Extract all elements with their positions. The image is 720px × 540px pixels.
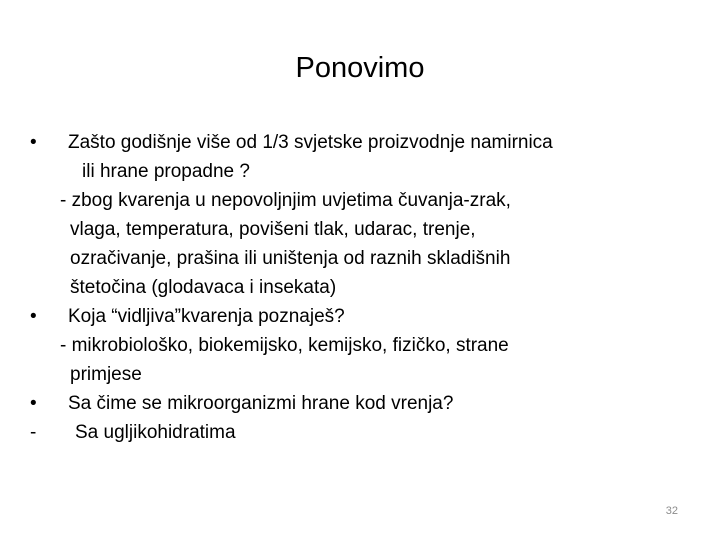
answer-1-line-4 xyxy=(30,273,690,302)
answer-1-text: - zbog kvarenja u nepovoljnjim uvjetima čuvanja-zrak, xyxy=(60,190,511,211)
question-2-text: Koja “vidljiva”kvarenja poznaješ? xyxy=(68,306,345,327)
dash-marker: - xyxy=(30,422,37,443)
answer-2-text-cont: primjese xyxy=(70,364,142,385)
answer-1-text-cont: ozračivanje, prašina ili uništenja od raznih skladišnih xyxy=(70,248,511,269)
answer-3-line-1 xyxy=(30,418,690,447)
answer-1-text-cont: štetočina (glodavaca i insekata) xyxy=(70,277,337,298)
question-1-text-cont: ili hrane propadne ? xyxy=(82,161,250,182)
answer-3-text: Sa ugljikohidratima xyxy=(75,422,236,443)
question-1-line-2 xyxy=(30,157,690,186)
question-1-line-1 xyxy=(30,128,690,157)
question-3-text: Sa čime se mikroorganizmi hrane kod vrenja? xyxy=(68,393,454,414)
slide-number: 32 xyxy=(665,505,678,517)
answer-2-text: - mikrobiološko, biokemijsko, kemijsko, fizičko, strane xyxy=(60,335,509,356)
answer-2-line-2 xyxy=(30,360,690,389)
question-1-text: Zašto godišnje više od 1/3 svjetske proizvodnje namirnica xyxy=(68,132,553,153)
answer-1-line-2 xyxy=(30,215,690,244)
answer-1-line-3 xyxy=(30,244,690,273)
answer-1-line-1 xyxy=(30,186,690,215)
bullet-icon: • xyxy=(30,306,37,327)
bullet-icon: • xyxy=(30,132,37,153)
answer-1-text-cont: vlaga, temperatura, povišeni tlak, udarac, trenje, xyxy=(70,219,476,240)
question-2-line-1 xyxy=(30,302,690,331)
slide-content xyxy=(30,128,690,447)
slide-title: Ponovimo xyxy=(295,52,425,84)
answer-2-line-1 xyxy=(30,331,690,360)
question-3-line-1 xyxy=(30,389,690,418)
bullet-icon: • xyxy=(30,393,37,414)
